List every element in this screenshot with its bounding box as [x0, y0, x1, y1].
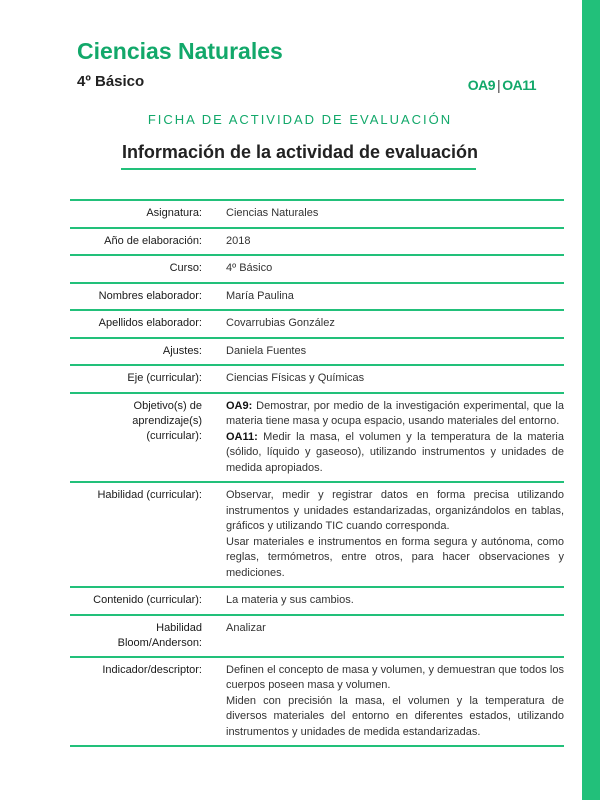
subject-title: Ciencias Naturales	[77, 38, 283, 64]
row-value: Analizar	[226, 621, 266, 634]
table-row	[70, 255, 564, 283]
row-label: Apellidos elaborador:	[98, 317, 202, 329]
sheet-label: FICHA DE ACTIVIDAD DE EVALUACIÓN	[147, 112, 453, 127]
row-label: Indicador/descriptor:	[102, 663, 202, 676]
code-oa9: OA9	[467, 77, 496, 93]
row-label: Eje (curricular):	[127, 372, 202, 384]
table-row	[70, 283, 564, 311]
objective-code: OA9:	[226, 399, 253, 412]
table-row	[70, 657, 564, 747]
table-row	[70, 200, 564, 228]
row-label	[70, 393, 202, 483]
row-label: Contenido (curricular):	[93, 594, 202, 606]
activity-info-table	[70, 199, 564, 747]
grade-label: 4º Básico	[77, 73, 145, 90]
table-row	[70, 393, 564, 483]
objective-oa9	[226, 399, 564, 430]
indicator-paragraph: Miden con precisión la masa, el volumen y la temperatura de diversos materiales del entorno en diferentes estados, utilizando instrumentos y unidades de medida estandarizadas.	[226, 694, 564, 738]
table-row	[70, 228, 564, 256]
row-value: Ciencias Naturales	[226, 207, 319, 219]
row-label: Asignatura:	[146, 207, 202, 219]
row-label: Año de elaboración:	[104, 234, 202, 247]
label-line: Habilidad	[156, 621, 202, 634]
row-value	[226, 657, 564, 747]
objective-code: OA11:	[226, 430, 258, 443]
label-line: Objetivo(s) de	[133, 399, 202, 412]
table-row	[70, 482, 564, 587]
row-value: Daniela Fuentes	[226, 344, 307, 357]
row-value: María Paulina	[226, 289, 294, 302]
skill-paragraph: Usar materiales e instrumentos en forma segura y autónoma, como reglas, termómetros, entre otros, para hacer observaciones y mediciones.	[226, 535, 564, 579]
objective-codes	[468, 77, 536, 93]
objective-oa11	[226, 430, 564, 477]
row-label	[70, 615, 202, 657]
code-oa11: OA11	[502, 77, 536, 93]
label-line: aprendizaje(s)	[132, 414, 202, 427]
row-value: 4º Básico	[226, 262, 273, 274]
label-line: Bloom/Anderson:	[117, 636, 202, 649]
row-label: Nombres elaborador:	[98, 289, 202, 302]
row-label: Habilidad (curricular):	[97, 489, 202, 501]
row-label: Ajustes:	[162, 344, 202, 357]
row-value	[226, 393, 564, 483]
indicator-paragraph: Definen el concepto de masa y volumen, y demuestran que todos los cuerpos poseen masa y volumen.	[226, 663, 564, 691]
objective-text: Demostrar, por medio de la investigación experimental, que la materia tiene masa y ocupa espacio, usando materiales del entorno.	[226, 399, 564, 427]
table-row	[70, 338, 564, 366]
row-label: Curso:	[169, 262, 202, 274]
skill-paragraph: Observar, medir y registrar datos en forma precisa utilizando instrumentos y unidades estandarizadas, organizándolos en tablas, gráficos y utilizando TIC cuando corresponda.	[226, 489, 564, 532]
row-value	[226, 482, 564, 587]
objective-text: Medir la masa, el volumen y la temperatura de la materia (sólido, líquido y gaseoso), utilizando instrumentos y unidades de medida apropiados.	[226, 430, 564, 474]
page-title: Información de la actividad de evaluación	[121, 142, 479, 162]
label-line: (curricular):	[146, 429, 202, 442]
code-separator: |	[497, 77, 501, 93]
row-value: La materia y sus cambios.	[226, 594, 354, 606]
table-row	[70, 365, 564, 393]
row-value: Ciencias Físicas y Químicas	[226, 372, 365, 384]
row-value: 2018	[226, 234, 251, 247]
table-row	[70, 310, 564, 338]
table-row	[70, 587, 564, 615]
row-value: Covarrubias González	[226, 317, 335, 329]
table-row	[70, 615, 564, 657]
title-underline	[121, 168, 476, 170]
